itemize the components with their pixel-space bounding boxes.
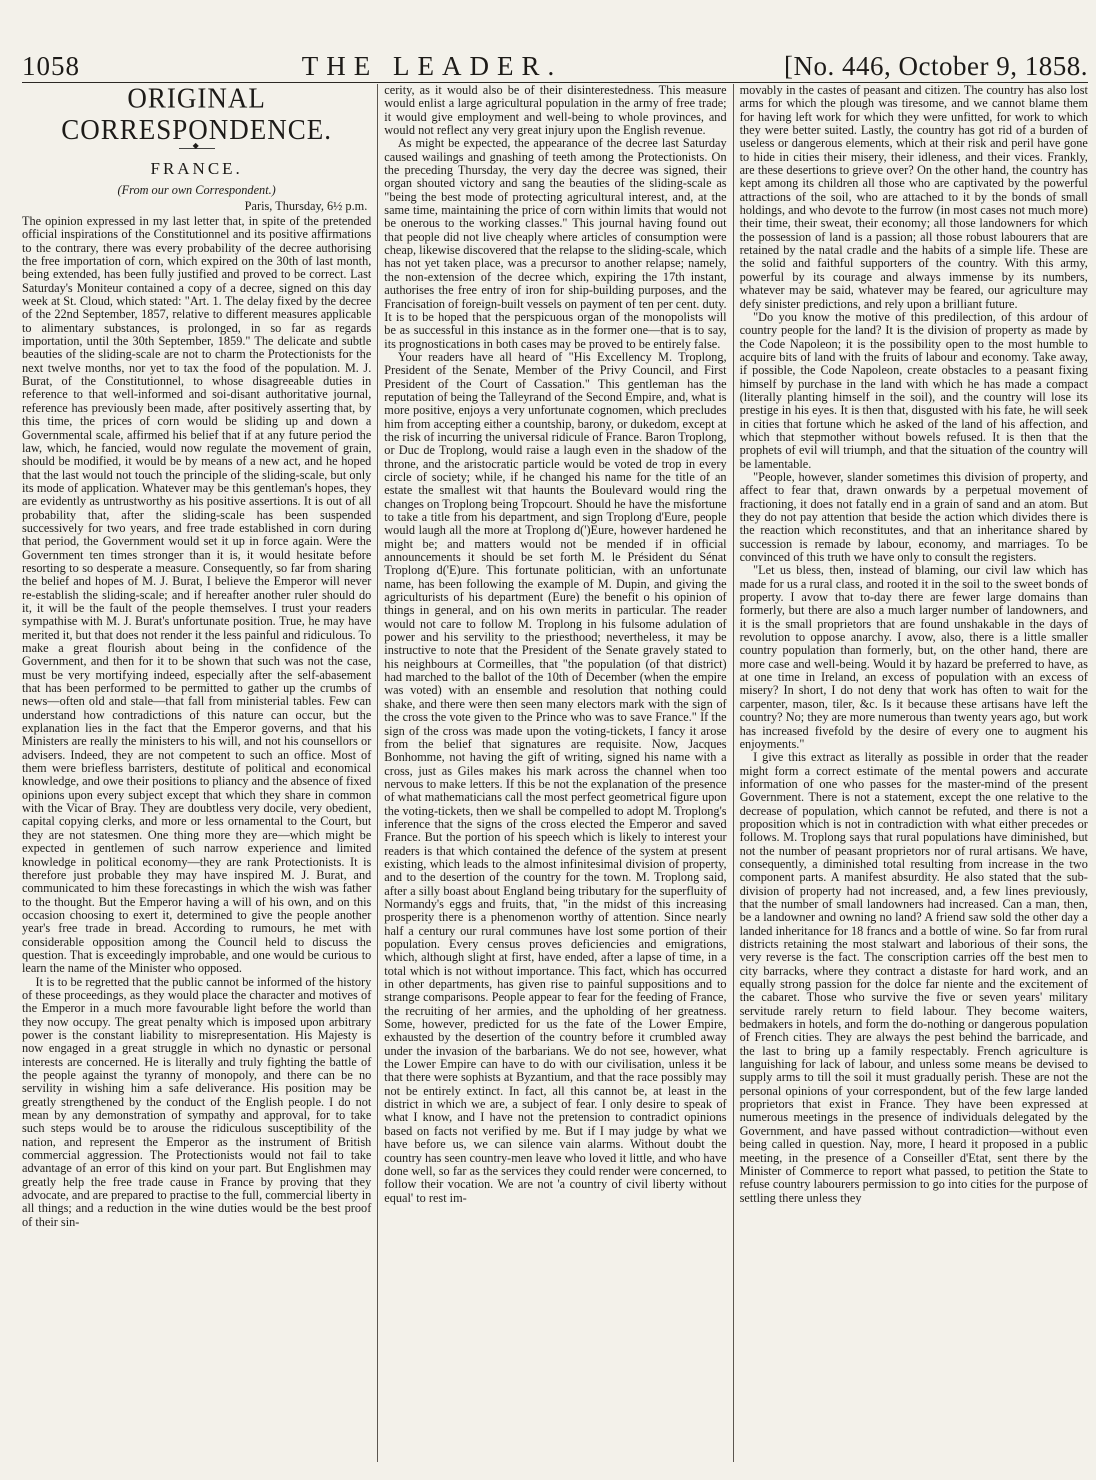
article-columns <box>22 84 1088 1462</box>
page-header <box>22 44 1088 83</box>
column-3 <box>733 84 1088 1462</box>
paragraph: "Do you know the motive of this predilection, of this ardour of country people for the land? It is the division of property as made by the Code Napoleon; it is the possibility open to the most humble to acquire bits of land with the fruits of labour and economy. Take away, if possible, the Code Napoleon, create obstacles to a peasant fixing himself by purchase in the land with which he has made a compact (literally planting himself in the soil), and the country will lose its prestige in his eyes. It is then that, disgusted with his fate, he will seek in cities that fortune which he asked of the land of his affection, and which that stepmother without bowels refused. It is then that the prophets of evil will triumph, and that the situation of the country will be lamentable. <box>739 309 1088 471</box>
masthead: THE LEADER. <box>301 51 563 81</box>
column-2 <box>377 84 732 1462</box>
paragraph: The opinion expressed in my last letter that, in spite of the pretended official inspirations of the Constitutionnel and its positive affirmations to the contrary, there was every probability of the decree authorising the free importation of corn, which expired on the 30th of last month, being extended, has been fully justified and proved to be correct. Last Saturday's Moniteur contained a copy of a decree, signed on this day week at St. Cloud, which stated: "Art. 1. The delay fixed by the decree of the 22nd September, 1857, relative to different measures applicable to alimentary substances, is prolonged, in so far as regards importation, until the 30th September, 1859." The delicate and subtle beauties of the sliding-scale are not to charm the Protectionists for the next twelve months, nor yet to tax the food of the population. M. J. Burat, of the Constitutionnel, to whose disagreeable duties in reference to that well-informed and soi-disant authoritative journal, reference has previously been made, after positively asserting that, by this time, the prices of corn would be sliding up and down a Governmental scale, affirmed his belief that if at any future period the law, which, he fancied, would now regulate the movement of grain, should be modified, it would be by means of a new act, and he hoped that the last would not touch the principle of the sliding-scale, but only its mode of application. Whatever may be this gentleman's hopes, they are evidently as untrustworthy as his positive assertions. It is out of all probability that, after the sliding-scale has been suspended successively for two years, and free trade established in corn during that period, the Government would set it up in force again. Were the Government ten times stronger than it is, it would hesitate before resorting to so desperate a measure. Consequently, so far from sharing the belief and hopes of M. J. Burat, I believe the Emperor will never re-establish the sliding-scale; and if hereafter another ruler should do it, it will be the fault of the people themselves. I trust your readers sympathise with M. J. Burat's unfortunate position. True, he may have merited it, but that does not render it the less painful and ridiculous. To make a great flourish about being in the confidence of the Government, and then for it to be shown that such was not the case, must be very mortifying indeed, especially after the self-abasement that has been performed to be permitted to gather up the crumbs of news—often old and stale—that fall from ministerial tables. Few can understand how contradictions of this nature can occur, but the explanation lies in the fact that the Emperor governs, and that his Ministers are really the ministers to his will, and not his counsellors or advisers. Indeed, they are not competent to such an office. Most of them were briefless barristers, destitute of political and economical knowledge, and owe their positions to pliancy and the absence of fixed opinions upon every subject except that which they share in common with the Vicar of Bray. They are doubtless very docile, very obedient, capital copying clerks, and more or less ornamental to the Court, but they are not statesmen. One thing more they are—which might be expected in gentlemen of such narrow experience and limited knowledge in political economy—they are rank Protectionists. It is therefore just probable they may have inspired M. J. Burat, and communicated to him these forecastings in which the wish was father to the thought. But the Emperor having a will of his own, and on this occasion choosing to exert it, determined to give the people another year's free trade in bread. According to rumours, he met with considerable opposition among the Council held to discuss the question. That is exceedingly improbable, and one would be curious to learn the name of the Minister who opposed. <box>22 214 372 976</box>
section-title: ORIGINAL CORRESPONDENCE. <box>61 84 333 146</box>
ornament-divider <box>179 148 215 149</box>
column-1 <box>22 84 377 1462</box>
paragraph: movably in the castes of peasant and citizen. The country has also lost arms for which the plough was tiresome, and we cannot blame them for having left work for which they were unfitted, for work to which they were better suited. Lastly, the country has got rid of a burden of useless or dangerous elements, which at their risk and peril have gone to hide in cities their misery, their idleness, and their vices. Frankly, are these desertions to grieve over? On the other hand, the country has kept among its children all those who are captivated by the powerful attractions of the soil, who are attached to it by the bonds of small holdings, and who devote to the furrow (in most cases not much more) their time, their sweat, their economy; all those landowners for which the possession of land is a passion; all those robust labourers that are retained by the natal cradle and the habits of a simple life. These are the solid and faithful supporters of the country. With this army, powerful by its courage and always immense by its numbers, whatever may be said, whatever may be feared, our agriculture may defy sinister predictions, and rely upon a brilliant future. <box>739 84 1088 311</box>
paragraph: "Let us bless, then, instead of blaming, our civil law which has made for us a rural class, and rooted it in the soil to the sweet bonds of property. I avow that to-day there are fewer large domains than formerly, but there are also a much larger number of landowners, and it is the small proprietors that are found unshakable in the days of revolution to oppose anarchy. I avow, also, there is a little smaller country population than formerly, but, on the other hand, there are more case and well-being. Would it by hazard be preferred to have, as at one time in Ireland, an excess of population with an excess of misery? In short, I do not deny that work has often to wait for the carpenter, mason, tiler, &c. Is it because these artisans have left the country? No; they are more numerous than twenty years ago, but work has increased fivefold by the desire of every one to augment his enjoyments." <box>739 563 1088 751</box>
paragraph: It is to be regretted that the public cannot be informed of the history of these proceedings, as they would place the character and motives of the Emperor in a much more favourable light before the world than they now occupy. The great penalty which is imposed upon arbitrary power is the constant liability to misrepresentation. His Majesty is now engaged in a great struggle in which no dynastic or personal interests are concerned. He is literally and truly fighting the battle of the people against the tyranny of monopoly, and there can be no servility in wishing him a safe deliverance. His position may be greatly strengthened by the conduct of the English people. I do not mean by any demonstration of sympathy and approval, for to take such steps would be to arouse the ridiculous susceptibility of the nation, and represent the Emperor as the instrument of British commercial aggression. The Protectionists would not fail to take advantage of an error of this kind on your part. But Englishmen may greatly help the free trade cause in France by proving that they advocate, and are prepared to practise to the full, commercial liberty in all things; and a reduction in the wine duties would be the best proof of their sin- <box>22 974 372 1229</box>
paragraph: cerity, as it would also be of their disinterestedness. This measure would enlist a large agricultural population in the army of free trade; it would give employment and well-being to whole provinces, and would not reflect any very great injury upon the English revenue. <box>384 84 727 138</box>
issue-line: [No. 446, October 9, 1858. <box>784 51 1088 81</box>
paragraph: As might be expected, the appearance of the decree last Saturday caused wailings and gnashing of teeth among the Protectionists. On the preceding Thursday, the very day the decree was signed, their organ shouted victory and sang the beauties of the sliding-scale as "being the best mode of protecting agricultural interest, and, at the same time, maintaining the price of corn within limits that would not be onerous to the working classes." This journal having found out that people did not live cheaply where articles of consumption were cheap, likewise discovered that the relapse to the sliding-scale, which has not yet taken place, was a precursor to another relapse; namely, the non-extension of the decree which, expiring the 17th instant, authorises the free entry of iron for ship-building purposes, and the Francisation of foreign-built vessels on payment of ten per cent. duty. It is to be hoped that the perspicuous organ of the monopolists will be as successful in this instance as in the former one—that is to say, its prognostications in both cases may be proved to be entirely false. <box>384 136 727 351</box>
article-heading: FRANCE. <box>150 159 243 178</box>
paragraph: I give this extract as literally as possible in order that the reader might form a correct estimate of the mental powers and accurate information of one who passes for the master-mind of the present Government. There is not a statement, except the one relative to the decrease of population, which cannot be refuted, and there is not a proposition which is not in contradiction with what either precedes or follows. M. Troplong says that rural populations have diminished, but not the number of peasant proprietors nor of rural artisans. We have, consequently, a diminished total resulting from increase in the two component parts. A manifest absurdity. He also stated that the sub-division of property had not increased, and, a few lines previously, that the number of small landowners had increased. Can a man, then, be a landowner and owning no land? A friend saw sold the other day a landed inheritance for 18 francs and a bottle of wine. So far from rural districts retaining the most stalwart and laborious of their sons, the very reverse is the fact. The conscription carries off the best men to city barracks, where they contract a distaste for hard work, and an equally strong passion for the dolce far niente and the excitement of the cabaret. Those who survive the five or seven years' military servitude rarely return to field labour. They become waiters, bedmakers in hotels, and form the do-nothing or dangerous population of French cities. They are always the pest behind the barricade, and the last to bring up a family respectably. French agriculture is languishing for lack of labour, and unless some means be devised to supply arms to till the soil it must gradually perish. These are not the personal opinions of your correspondent, but of the few large landed proprietors that exist in France. They have been expressed at numerous meetings in the presence of individuals delegated by the Government, and have passed without contradiction—without even being called in question. Nay, more, I heard it proposed in a public meeting, in the presence of a Conseiller d'Etat, sent there by the Minister of Commerce to report what passed, to petition the State to refuse country labourers permission to go into cities for the purpose of settling there unless they <box>739 750 1088 1205</box>
paragraph: Your readers have all heard of "His Excellency M. Troplong, President of the Senate, Member of the Privy Council, and First President of the Court of Cassation." This gentleman has the reputation of being the Talleyrand of the Second Empire, and, what is more positive, enjoys a very unfortunate cognomen, which precludes him from accepting either a countship, barony, or dukedom, except at the risk of incurring the universal ridicule of France. Baron Troplong, or Duc de Troplong, would raise a laugh even in the shadow of the throne, and the aristocratic particle would be voted de trop in every circle of society; while, if he changed his name for the title of an estate the smallest wit that haunts the Boulevard would ring the changes on Troplong being Tropcourt. Should he have the misfortune to take a title from his department, and sign Troplong d'Eure, people would laugh all the more at Troplong d(')Eure, however hardened he might be; and matters would not be mended if in official announcements it should be set forth M. le Président du Sénat Troplong d('E)ure. This fortunate politician, with an unfortunate name, has been following the example of M. Dupin, and giving the agriculturists of his department (Eure) the benefit o his opinion of things in general, and on his own merits in particular. The reader would not care to follow M. Troplong in his fulsome adulation of power and his servility to the priesthood; nevertheless, it may be instructive to note that the President of the Senate gravely stated to his neighbours at Cormeilles, that "the population (of that district) had marched to the ballot of the 10th of December (when the empire was voted) with an ensemble and resolution that nothing could shake, and there were then seen many electors mark with the sign of the cross the vote given to the Prince who was to save France." If the sign of the cross was made upon the voting-tickets, I fancy it arose from the belief that signatures are requisite. Now, Jacques Bonhomme, not having the gift of writing, signed his name with a cross, just as Giles makes his mark across the channel when too nervous to make letters. If this be not the explanation of the presence of what mathematicians call the most perfect geometrical figure upon the voting-tickets, then we shall be compelled to adopt M. Troplong's inference that the signs of the cross elected the Emperor and saved France. But the portion of his speech which is likely to interest your readers is that which contained the defence of the system at present existing, which leads to the almost infinitesimal division of property, and to the desertion of the country for the town. M. Troplong said, after a silly boast about England being tributary for the superfluity of Normandy's eggs and fruits, that, "in the midst of this increasing prosperity there is a phenomenon worthy of attention. Since nearly half a century our rural communes have lost some portion of their population. Every census proves deficiencies and emigrations, which, although slight at first, have ended, after a lapse of time, in a total which is not without importance. This fact, which has occurred in other departments, has given rise to painful suppositions and to strange comparisons. People appear to fear for the feeding of France, the recruiting of her armies, and the upholding of her greatness. Some, however, predicted for us the fate of the Lower Empire, exhausted by the desertion of the country before it crumbled away under the invasion of the barbarians. We do not see, however, what the Lower Empire can have to do with our civilisation, unless it be that there were sophists at Byzantium, and that the race possibly may not be entirely extinct. In fact, all this cannot be, at least in the district in which we are, a subject of fear. I only desire to speak of what I know, and I have not the pretension to contradict opinions based on facts not verified by me. But if I may judge by what we have before us, we can silence vain alarms. Without doubt the country has seen country-men leave who loved it little, and who have done well, so far as the services they could render were concerned, to follow their vocation. We are not 'a country of civil liberty without equal' to rest im- <box>384 349 727 1205</box>
dateline: Paris, Thursday, 6½ p.m. <box>244 199 368 213</box>
page-number: 1058 <box>22 51 80 81</box>
paragraph: "People, however, slander sometimes this division of property, and affect to fear that, drawn onwards by a perpetual movement of fractioning, it does not fatally end in a grain of sand and an atom. But they do not pay attention that beside the action which divides there is the reaction which reconstitutes, and that an inheritance shared by succession is remade by labour, economy, and marriages. To be convinced of this truth we have only to consult the registers. <box>739 469 1088 565</box>
byline: (From our own Correspondent.) <box>117 183 276 197</box>
